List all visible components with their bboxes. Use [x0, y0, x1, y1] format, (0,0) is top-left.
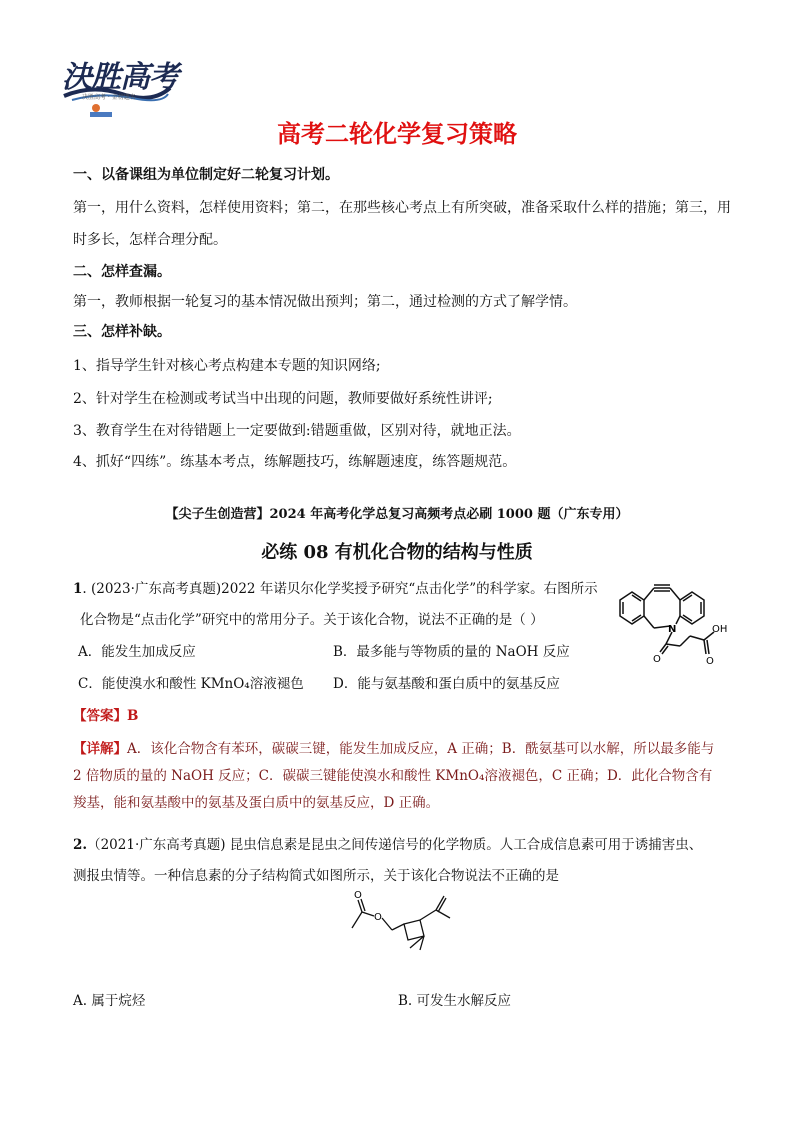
- q1-answer-tag: 【答案】: [73, 708, 127, 724]
- section-3-heading: 三、怎样补缺。: [73, 324, 171, 340]
- section-3-item-1: 1、指导学生针对核心考点构建本专题的知识网络;: [73, 358, 381, 374]
- section-3-item-4: 4、抓好“四练”。练基本考点，练解题技巧，练解题速度，练答题规范。: [73, 454, 517, 470]
- logo-tagline: 决胜高考 · 金榜题名: [82, 94, 136, 101]
- q2-structure-label-o2: O: [374, 912, 382, 923]
- q2-stem-line-1: [73, 836, 702, 854]
- q1-detail-tag: 【详解】: [73, 741, 127, 757]
- q2-option-a: A. 属于烷烃: [73, 993, 146, 1009]
- q1-structure-label-oh: OH: [712, 624, 728, 635]
- section-2-body: 第一，教师根据一轮复习的基本情况做出预判；第二，通过检测的方式了解学情。: [73, 294, 577, 310]
- q2-option-b: B. 可发生水解反应: [398, 993, 512, 1009]
- section-1-heading: 一、以备课组为单位制定好二轮复习计划。: [73, 167, 339, 183]
- q1-structure-label-n: N: [668, 624, 677, 635]
- collection-subheading: 【尖子生创造营】2024 年高考化学总复习高频考点必刷 1000 题（广东专用）: [165, 507, 629, 522]
- section-3-item-2: 2、针对学生在检测或考试当中出现的问题，教师要做好系统性讲评;: [73, 391, 493, 407]
- q1-option-a: A．能发生加成反应: [78, 644, 196, 660]
- q1-detail: [73, 736, 723, 817]
- logo-brand: 決胜高考: [62, 60, 178, 95]
- q1-detail-text: A．该化合物含有苯环，碳碳三键，能发生加成反应，A 正确；B．酰氨基可以水解，所以最多能与 2 倍物质的量的 NaOH 反应；C．碳碳三键能使溴水和酸性 KMnO₄溶液褪色，C 正确；D．此化合物含有羧基，能和氨基酸中的氨基及蛋白质中的氨基反应，D 正确。: [73, 741, 715, 811]
- section-2-heading: 二、怎样查漏。: [73, 264, 171, 280]
- q2-stem-line-2: 测报虫情等。一种信息素的分子结构简式如图所示，关于该化合物说法不正确的是: [73, 868, 559, 884]
- q2-structure-diagram: [340, 890, 460, 970]
- q1-number: 1: [73, 581, 83, 597]
- q2-stem-text-1: （2021·广东高考真题) 昆虫信息素是昆虫之间传递信号的化学物质。人工合成信息素可用于诱捕害虫、: [87, 837, 703, 853]
- section-1-body: 第一，用什么资料，怎样使用资料；第二，在那些核心考点上有所突破，准备采取什么样的措施；第三，用时多长，怎样合理分配。: [73, 200, 731, 248]
- q1-structure-diagram: [610, 580, 728, 666]
- chapter-title: 必练 08 有机化合物的结构与性质: [261, 542, 533, 563]
- q1-option-b: B．最多能与等物质的量的 NaOH 反应: [333, 644, 570, 660]
- section-3-item-3: 3、教育学生在对待错题上一定要做到:错题重做，区别对待，就地正法。: [73, 423, 521, 439]
- q1-stem-line-2: 化合物是“点击化学”研究中的常用分子。关于该化合物，说法不正确的是（ ）: [80, 612, 544, 628]
- page-title: 高考二轮化学复习策略: [277, 120, 517, 148]
- q2-structure-label-o1: O: [354, 890, 362, 901]
- q1-answer: [73, 707, 138, 725]
- q1-option-c: C．能使溴水和酸性 KMnO₄溶液褪色: [78, 676, 304, 692]
- q1-structure-label-o: O: [653, 654, 661, 665]
- q1-stem-text-1: . (2023·广东高考真题)2022 年诺贝尔化学奖授予研究“点击化学”的科学家。右图所示: [82, 581, 598, 597]
- q1-answer-value: B: [127, 708, 139, 724]
- q1-option-d: D．能与氨基酸和蛋白质中的氨基反应: [333, 676, 560, 692]
- q1-structure-label-o2: O: [706, 656, 714, 666]
- q1-stem-line-1: [73, 580, 598, 598]
- q2-number: 2.: [73, 837, 88, 853]
